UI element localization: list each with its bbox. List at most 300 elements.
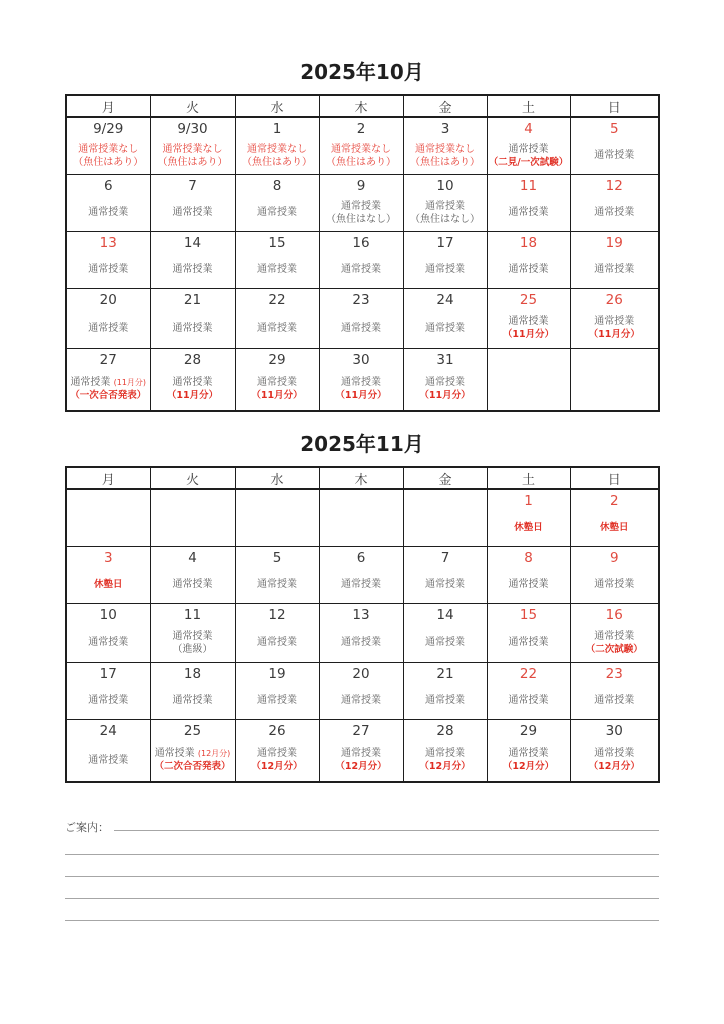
day-cell xyxy=(235,348,319,411)
day-number: 16 xyxy=(352,234,370,251)
day-note: 通常授業 xyxy=(88,754,129,766)
day-number: 24 xyxy=(99,722,117,739)
day-cell xyxy=(570,489,659,546)
day-cell xyxy=(66,288,150,348)
day-note: 通常授業 xyxy=(594,695,635,706)
day-notes xyxy=(489,140,569,172)
day-number: 7 xyxy=(188,177,197,194)
day-number: 9/29 xyxy=(93,121,124,137)
day-note: 通常授業 xyxy=(257,637,297,648)
day-cell xyxy=(235,288,319,348)
day-cell xyxy=(403,348,487,411)
day-note: 通常授業 xyxy=(172,695,213,706)
day-number: 9 xyxy=(609,549,619,566)
day-number: 19 xyxy=(268,665,286,682)
day-notes xyxy=(152,197,234,229)
day-note: （魚住はあり） xyxy=(73,156,144,168)
day-note: 休塾日 xyxy=(514,522,543,534)
day-note: 通常授業 xyxy=(257,748,297,760)
empty-day-cell xyxy=(403,489,487,546)
day-cell xyxy=(235,603,319,662)
day-cell xyxy=(235,719,319,782)
day-note: 通常授業 xyxy=(172,322,213,334)
day-cell xyxy=(403,231,487,288)
day-cell xyxy=(487,174,570,231)
day-note: 通常授業 xyxy=(425,695,465,706)
calendar-week-row xyxy=(66,348,659,411)
day-cell xyxy=(403,603,487,662)
day-notes xyxy=(572,512,658,544)
day-note: （魚住はあり） xyxy=(410,156,480,168)
day-note: （魚住はあり） xyxy=(157,156,228,168)
day-note: 通常授業 xyxy=(508,207,549,218)
day-notes xyxy=(405,685,486,717)
day-cell xyxy=(150,719,235,782)
day-number: 10 xyxy=(436,177,454,194)
day-note: 通常授業 xyxy=(257,264,297,275)
day-cell xyxy=(150,288,235,348)
day-number: 8 xyxy=(524,549,533,566)
day-note: （一次合否発表） xyxy=(70,390,147,402)
calendar-table-november xyxy=(65,466,660,783)
day-notes xyxy=(321,626,402,660)
day-note: 通常授業 xyxy=(172,377,213,389)
empty-day-cell xyxy=(66,489,150,546)
day-number: 14 xyxy=(436,606,454,623)
day-notes xyxy=(405,197,486,229)
day-note: 休塾日 xyxy=(93,579,123,590)
day-number: 17 xyxy=(436,234,454,251)
day-cell xyxy=(570,603,659,662)
day-cell xyxy=(66,662,150,719)
day-note: （魚住はなし） xyxy=(326,213,396,225)
day-note: 通常授業 xyxy=(508,316,549,327)
day-number: 28 xyxy=(183,351,202,368)
day-note: 通常授業 xyxy=(508,264,549,275)
day-number: 18 xyxy=(519,234,538,251)
day-notes xyxy=(572,140,658,172)
day-cell xyxy=(570,117,659,174)
day-cell xyxy=(66,348,150,411)
day-notes xyxy=(572,742,658,780)
day-cell xyxy=(487,489,570,546)
notice-section xyxy=(65,815,659,921)
day-notes xyxy=(572,626,658,660)
day-note: 通常授業 xyxy=(341,637,381,648)
day-number: 1 xyxy=(272,121,282,137)
day-notes xyxy=(152,742,234,780)
notice-line xyxy=(65,855,659,877)
notice-line xyxy=(65,899,659,921)
month-title-november: 2025年11月 xyxy=(300,432,424,456)
day-cell xyxy=(319,662,403,719)
weekday-header: 月 xyxy=(66,95,150,117)
day-notes xyxy=(237,140,318,172)
day-cell xyxy=(319,174,403,231)
day-note: （魚住はあり） xyxy=(242,156,312,168)
day-note: 通常授業 xyxy=(425,264,465,275)
day-notes xyxy=(572,254,658,286)
day-number: 8 xyxy=(272,177,282,194)
day-cell xyxy=(403,174,487,231)
day-note: （11月分） xyxy=(419,390,471,402)
day-number: 25 xyxy=(183,722,202,739)
month-title-october: 2025年10月 xyxy=(300,60,424,84)
day-number: 21 xyxy=(436,665,454,682)
day-number: 27 xyxy=(99,351,117,368)
weekday-header: 月 xyxy=(66,467,150,489)
notice-first-row xyxy=(65,815,659,833)
day-note: 通常授業なし xyxy=(331,143,391,155)
day-number: 10 xyxy=(99,606,117,623)
day-number: 6 xyxy=(103,177,113,194)
day-cell xyxy=(235,231,319,288)
day-notes xyxy=(321,371,402,409)
day-note: 通常授業 xyxy=(172,207,213,218)
calendar-week-row xyxy=(66,288,659,348)
day-cell xyxy=(487,231,570,288)
day-number: 5 xyxy=(609,121,619,137)
day-number: 23 xyxy=(605,665,623,682)
day-note: （12月分） xyxy=(419,761,471,773)
day-cell xyxy=(66,174,150,231)
day-number: 20 xyxy=(352,665,370,682)
day-number: 3 xyxy=(440,121,450,137)
day-number: 29 xyxy=(268,351,286,368)
day-number: 30 xyxy=(352,351,370,368)
day-cell xyxy=(319,719,403,782)
notice-label: ご案内： xyxy=(65,821,109,834)
day-note: 通常授業 xyxy=(172,630,213,642)
day-number: 30 xyxy=(605,722,623,739)
day-notes xyxy=(152,371,234,409)
day-cell xyxy=(403,662,487,719)
day-cell xyxy=(66,117,150,174)
empty-day-cell xyxy=(487,348,570,411)
day-notes xyxy=(321,254,402,286)
day-note: 休塾日 xyxy=(599,522,629,534)
weekday-header: 土 xyxy=(487,95,570,117)
day-notes xyxy=(68,140,149,172)
day-note: （二次合否発表） xyxy=(154,761,231,773)
day-cell xyxy=(570,174,659,231)
day-notes xyxy=(572,569,658,601)
month-section-october xyxy=(0,0,724,412)
weekday-header: 木 xyxy=(319,467,403,489)
day-notes xyxy=(237,254,318,286)
day-cell xyxy=(235,174,319,231)
day-cell xyxy=(235,117,319,174)
day-cell xyxy=(150,546,235,603)
day-notes xyxy=(405,742,486,780)
day-notes xyxy=(489,569,569,601)
day-notes xyxy=(572,197,658,229)
day-notes xyxy=(68,254,149,286)
weekday-header: 水 xyxy=(235,467,319,489)
day-note: 通常授業 xyxy=(341,377,381,389)
day-notes xyxy=(572,685,658,717)
day-note: 通常授業 xyxy=(172,579,213,590)
calendar-week-row xyxy=(66,546,659,603)
day-cell xyxy=(570,231,659,288)
day-note: 通常授業 xyxy=(508,143,549,155)
day-notes xyxy=(237,197,318,229)
day-number: 28 xyxy=(436,722,454,739)
day-number: 13 xyxy=(99,234,117,251)
day-notes xyxy=(152,626,234,660)
day-notes xyxy=(152,140,234,172)
day-note: 通常授業 xyxy=(594,630,635,642)
day-note: （12月分） xyxy=(588,761,640,773)
day-number: 15 xyxy=(268,234,286,251)
day-note: 通常授業 xyxy=(425,748,465,760)
day-notes xyxy=(321,197,402,229)
day-note: （12月分） xyxy=(335,761,387,773)
day-cell xyxy=(403,546,487,603)
day-number: 12 xyxy=(268,606,286,623)
day-note: 通常授業 xyxy=(341,264,381,275)
day-note: （魚住はあり） xyxy=(326,156,396,168)
day-cell xyxy=(235,546,319,603)
day-note: 通常授業なし xyxy=(415,143,475,155)
day-note: （12月分） xyxy=(251,761,303,773)
day-cell xyxy=(150,117,235,174)
day-notes xyxy=(572,311,658,346)
weekday-header: 土 xyxy=(487,467,570,489)
day-cell xyxy=(570,662,659,719)
weekday-header: 金 xyxy=(403,95,487,117)
day-note: 通常授業 xyxy=(88,637,129,648)
day-notes xyxy=(321,742,402,780)
day-cell xyxy=(570,719,659,782)
day-notes xyxy=(152,254,234,286)
day-number: 23 xyxy=(352,291,370,308)
day-cell xyxy=(487,546,570,603)
day-cell xyxy=(403,117,487,174)
day-cell xyxy=(150,603,235,662)
day-cell xyxy=(150,348,235,411)
day-note: （11月分） xyxy=(588,329,640,340)
day-notes xyxy=(489,311,569,346)
day-note: 通常授業 xyxy=(594,579,635,590)
day-note: 通常授業 xyxy=(257,377,297,389)
day-number: 22 xyxy=(519,665,538,682)
calendar-week-row xyxy=(66,489,659,546)
day-number: 2 xyxy=(609,493,619,509)
day-number: 14 xyxy=(183,234,202,251)
day-number: 20 xyxy=(99,291,117,308)
day-note: （11月分） xyxy=(502,329,555,340)
day-note: 通常授業 xyxy=(425,322,465,334)
day-note: （11月分） xyxy=(251,390,303,402)
day-note: 通常授業 xyxy=(172,264,213,275)
day-number: 6 xyxy=(356,549,366,566)
day-notes xyxy=(68,371,149,409)
day-note: 通常授業 xyxy=(88,264,129,275)
day-notes xyxy=(405,569,486,601)
day-note: （二次試験） xyxy=(585,643,643,655)
day-note: （11月分） xyxy=(166,390,219,402)
day-notes xyxy=(489,685,569,717)
day-note: 通常授業 xyxy=(508,579,549,590)
day-note: 通常授業 xyxy=(594,316,635,327)
day-note: 通常授業 xyxy=(508,637,549,648)
day-notes xyxy=(237,685,318,717)
day-number: 25 xyxy=(519,291,538,308)
day-notes xyxy=(489,197,569,229)
day-cell xyxy=(319,546,403,603)
day-number: 9 xyxy=(356,177,366,194)
day-number: 18 xyxy=(183,665,202,682)
day-number: 26 xyxy=(268,722,286,739)
day-notes xyxy=(237,371,318,409)
day-notes xyxy=(68,569,149,601)
weekday-header: 日 xyxy=(570,467,659,489)
day-notes xyxy=(405,311,486,346)
calendar-week-row xyxy=(66,231,659,288)
day-number: 26 xyxy=(605,291,623,308)
notice-line xyxy=(114,815,659,831)
day-cell xyxy=(570,546,659,603)
day-notes xyxy=(237,626,318,660)
day-number: 11 xyxy=(183,606,202,623)
calendar-week-row xyxy=(66,719,659,782)
day-cell xyxy=(487,603,570,662)
day-number: 21 xyxy=(183,291,202,308)
day-notes xyxy=(68,311,149,346)
weekday-header: 火 xyxy=(150,467,235,489)
day-note: 通常授業 xyxy=(425,637,465,648)
day-number: 13 xyxy=(352,606,370,623)
day-notes xyxy=(237,569,318,601)
calendar-week-row xyxy=(66,603,659,662)
day-cell xyxy=(66,719,150,782)
day-cell xyxy=(66,603,150,662)
day-number: 2 xyxy=(356,121,366,137)
day-number: 11 xyxy=(519,177,538,194)
day-notes xyxy=(237,742,318,780)
day-note: 通常授業 xyxy=(425,579,465,590)
day-cell xyxy=(319,288,403,348)
day-number: 4 xyxy=(188,549,197,566)
weekday-header: 水 xyxy=(235,95,319,117)
day-number: 27 xyxy=(352,722,370,739)
day-note: 通常授業 xyxy=(425,377,465,389)
day-number: 17 xyxy=(99,665,117,682)
empty-day-cell xyxy=(150,489,235,546)
day-note: 通常授業 xyxy=(594,150,635,162)
day-note: 通常授業 (11月分) xyxy=(70,377,147,389)
day-cell xyxy=(66,546,150,603)
day-notes xyxy=(237,311,318,346)
day-notes xyxy=(489,512,569,544)
day-note: （11月分） xyxy=(335,390,387,402)
day-note: 通常授業 xyxy=(257,695,297,706)
day-note: （魚住はなし） xyxy=(410,213,480,225)
day-notes xyxy=(68,626,149,660)
calendar-table-october xyxy=(65,94,660,412)
day-number: 19 xyxy=(605,234,623,251)
day-notes xyxy=(321,569,402,601)
day-number: 9/30 xyxy=(177,121,208,137)
day-number: 1 xyxy=(524,493,533,509)
day-notes xyxy=(489,254,569,286)
day-notes xyxy=(321,685,402,717)
day-cell xyxy=(150,662,235,719)
day-cell xyxy=(319,117,403,174)
day-note: 通常授業 xyxy=(341,322,381,334)
day-note: 通常授業 xyxy=(88,695,129,706)
day-notes xyxy=(321,311,402,346)
day-notes xyxy=(489,626,569,660)
day-note: 通常授業 xyxy=(508,748,549,760)
day-cell xyxy=(319,231,403,288)
day-note: 通常授業 xyxy=(88,322,129,334)
day-number: 5 xyxy=(272,549,282,566)
day-cell xyxy=(570,288,659,348)
day-note: 通常授業 xyxy=(341,200,381,212)
day-notes xyxy=(68,685,149,717)
day-number: 12 xyxy=(605,177,623,194)
day-number: 24 xyxy=(436,291,454,308)
weekday-header: 火 xyxy=(150,95,235,117)
day-cell xyxy=(319,603,403,662)
day-cell xyxy=(235,662,319,719)
calendar-week-row xyxy=(66,117,659,174)
day-note: 通常授業 xyxy=(341,579,381,590)
day-number: 31 xyxy=(436,351,454,368)
day-note: 通常授業なし xyxy=(162,143,223,155)
day-cell xyxy=(319,348,403,411)
day-notes xyxy=(405,254,486,286)
day-notes xyxy=(405,140,486,172)
day-cell xyxy=(487,117,570,174)
day-number: 3 xyxy=(103,549,113,566)
day-note: 通常授業 xyxy=(257,322,297,334)
day-number: 29 xyxy=(519,722,538,739)
day-number: 22 xyxy=(268,291,286,308)
notice-line xyxy=(65,877,659,899)
day-note: 通常授業 xyxy=(341,695,381,706)
day-number: 16 xyxy=(605,606,623,623)
empty-day-cell xyxy=(570,348,659,411)
day-cell xyxy=(403,719,487,782)
day-cell xyxy=(403,288,487,348)
day-note: 通常授業 xyxy=(594,207,635,218)
day-note: 通常授業 xyxy=(341,748,381,760)
day-cell xyxy=(487,662,570,719)
day-note: 通常授業 xyxy=(88,207,129,218)
day-cell xyxy=(487,719,570,782)
day-note: 通常授業 xyxy=(508,695,549,706)
day-note: 通常授業 xyxy=(594,748,635,760)
day-cell xyxy=(150,174,235,231)
month-section-november xyxy=(0,412,724,783)
day-cell xyxy=(487,288,570,348)
day-note: 通常授業なし xyxy=(247,143,307,155)
day-notes xyxy=(152,311,234,346)
day-note: （12月分） xyxy=(502,761,555,773)
day-note: 通常授業 (12月分) xyxy=(154,748,231,760)
day-number: 4 xyxy=(524,121,533,137)
notice-line xyxy=(65,833,659,855)
day-note: 通常授業 xyxy=(594,264,635,275)
day-note: 通常授業なし xyxy=(78,143,139,155)
day-note: 通常授業 xyxy=(257,579,297,590)
day-note: 通常授業 xyxy=(425,200,465,212)
day-number: 7 xyxy=(440,549,450,566)
weekday-header: 金 xyxy=(403,467,487,489)
